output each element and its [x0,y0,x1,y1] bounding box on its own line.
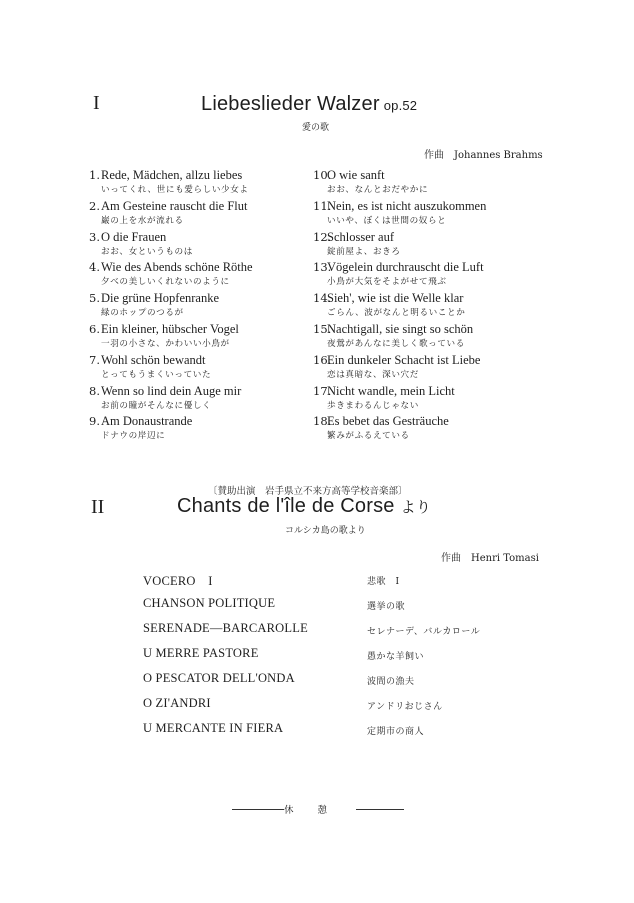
song-title-german: Die grüne Hopfenranke [101,291,220,306]
corsica-song-item [143,621,503,646]
song-title-japanese: おお、なんとおだやかに [327,185,429,195]
song-number: 10. [313,168,332,182]
section-2-title-text: Chants de l'île de Corse [177,495,395,517]
song-title-german: Rede, Mädchen, allzu liebes [101,168,243,182]
song-title-german: Am Gesteine rauscht die Flut [101,198,248,213]
song-item [87,414,317,445]
song-title-original: O ZI'ANDRI [143,696,211,710]
song-number: 3. [89,229,100,244]
song-title-japanese: お前の瞳がそんなに優しく [101,400,212,411]
song-title-original: CHANSON POLITIQUE [143,596,276,610]
song-title-japanese: 緑のホップのつるが [101,308,184,319]
song-title-japanese: ごらん、波がなんと明るいことか [327,308,466,319]
song-title-original: SERENADE—BARCAROLLE [143,621,308,635]
song-title-japanese: 巌の上を水が流れる [101,215,184,226]
song-list-left [87,168,317,445]
song-number: 5. [89,291,100,306]
section-1-subtitle: 愛の歌 [302,123,330,133]
song-item [87,384,317,415]
section-2-numeral: II [91,496,105,518]
song-title-original: U MERRE PASTORE [143,646,259,660]
song-item [87,230,317,261]
section-1-composer-credit [424,146,543,161]
section-2-subtitle: コルシカ島の歌より [285,526,366,536]
song-list-right [313,168,543,445]
song-number: 15. [313,321,332,336]
song-title-japanese: 歩きまわるんじゃない [327,400,419,411]
song-title-german: Nachtigall, sie singt so schön [327,321,474,336]
song-title-german: Sieh', wie ist die Welle klar [327,291,464,306]
song-title-original: U MERCANTE IN FIERA [143,721,284,735]
song-title-german: Es bebet das Gesträuche [327,414,449,429]
song-number: 11. [313,198,332,213]
section-2-title-suffix: より [400,499,432,516]
song-title-japanese: 定期市の商人 [367,727,425,737]
corsica-song-item [143,721,503,746]
song-title-original: O PESCATOR DELL'ONDA [143,671,295,685]
composer-name: Henri Tomasi [471,553,539,564]
composer-role-label: 作曲 [424,150,444,161]
song-title-german: Ein kleiner, hübscher Vogel [101,321,239,336]
song-item [313,199,543,230]
song-number: 13. [313,260,332,275]
song-title-japanese: アンドリおじさん [367,702,443,712]
intermission-label: 休憩 [284,805,352,816]
song-number: 7. [89,352,100,367]
song-title-japanese: とってもうまくいっていた [101,369,212,380]
song-title-japanese: 一羽の小さな、かわいい小鳥が [101,338,230,349]
song-title-german: O wie sanft [327,168,385,182]
song-item [87,260,317,291]
corsica-song-item [143,671,503,696]
song-number: 17. [313,383,332,398]
song-item [87,168,317,199]
song-item [313,291,543,322]
song-title-german: O die Frauen [101,229,167,244]
song-item [87,199,317,230]
section-1-title-text: Liebeslieder Walzer [201,93,380,115]
intermission-rule-right [356,809,404,810]
song-item [87,322,317,353]
song-number: 9. [89,414,100,429]
song-number: 12. [313,229,332,244]
song-number: 1. [89,168,100,182]
song-title-german: Schlosser auf [327,229,394,244]
song-number: 16. [313,352,332,367]
song-title-japanese: 悲歌 I [367,577,400,587]
song-title-japanese: いいや、ぼくは世間の奴らと [327,215,447,226]
section-1-opus: op.52 [383,98,418,113]
song-number: 14. [313,291,332,306]
song-title-german: Nein, es ist nicht auszukommen [327,198,487,213]
song-title-japanese: 愚かな羊飼い [367,652,425,662]
song-title-japanese: 恋は真暗な、深い穴だ [327,369,419,380]
song-title-german: Nicht wandle, mein Licht [327,383,455,398]
corsica-song-item [143,571,503,596]
song-title-german: Vögelein durchrauscht die Luft [327,260,484,275]
composer-name: Johannes Brahms [454,150,543,161]
song-title-japanese: いってくれ、世にも愛らしい少女よ [101,185,249,195]
corsica-song-list [143,571,503,746]
song-title-japanese: 錠前屋よ、おきろ [327,246,401,257]
song-title-japanese: おお、女というものは [101,246,193,257]
song-item [87,353,317,384]
guest-performer-note: 〔賛助出演 岩手県立不来方高等学校音楽部〕 [208,486,408,497]
song-item [313,353,543,384]
song-number: 8. [89,383,100,398]
section-1-numeral: I [93,92,100,114]
intermission-rule-left [232,809,284,810]
corsica-song-item [143,596,503,621]
song-title-japanese: 繁みがふるえている [327,431,410,442]
song-title-german: Am Donaustrande [101,414,193,429]
song-title-japanese: セレナーデ、バルカロール [367,627,481,637]
song-item [313,168,543,199]
song-number: 18. [313,414,332,429]
song-item [313,322,543,353]
song-title-japanese: 波間の漁夫 [367,677,415,687]
song-item [313,384,543,415]
song-title-japanese: 小鳥が大気をそよがせて飛ぶ [327,277,447,288]
song-title-original: VOCERO I [143,574,213,588]
song-title-japanese: 夕べの美しいくれないのように [101,277,230,288]
song-number: 2. [89,198,100,213]
song-title-german: Wohl schön bewandt [101,352,206,367]
song-number: 6. [89,321,100,336]
song-title-japanese: 夜鶯があんなに美しく歌っている [327,338,465,349]
composer-role-label: 作曲 [441,553,461,564]
corsica-song-item [143,696,503,721]
section-1-title [201,93,417,116]
song-item [313,230,543,261]
song-title-japanese: 選挙の歌 [367,602,406,612]
song-title-german: Ein dunkeler Schacht ist Liebe [327,352,481,367]
song-title-german: Wenn so lind dein Auge mir [101,383,242,398]
song-number: 4. [89,260,100,275]
section-2-title [177,495,431,518]
section-2-composer-credit [441,549,539,564]
corsica-song-item [143,646,503,671]
intermission [0,802,634,816]
song-item [87,291,317,322]
song-item [313,414,543,445]
song-title-german: Wie des Abends schöne Röthe [101,260,253,275]
song-title-japanese: ドナウの岸辺に [101,431,166,442]
song-item [313,260,543,291]
